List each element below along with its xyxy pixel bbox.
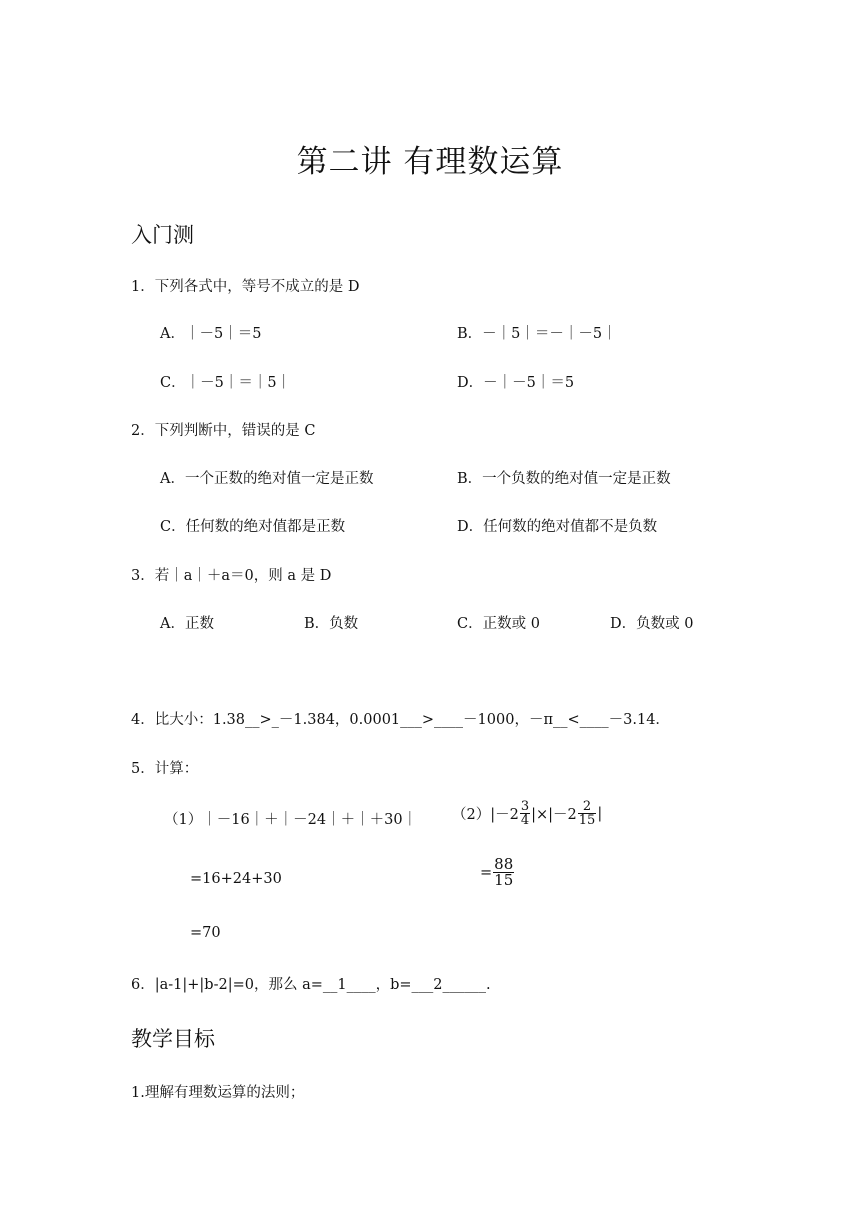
fraction-2-numerator: 2 bbox=[578, 800, 597, 814]
question-6-text: 6．|a-1|+|b-2|=0，那么 a=__1____，b=___2______. bbox=[131, 977, 491, 993]
question-2-stem: 2．下列判断中，错误的是 C bbox=[131, 423, 316, 439]
question-1-option-b: B．－｜5｜＝－｜－5｜ bbox=[457, 326, 617, 342]
question-3-option-a: A．正数 bbox=[160, 616, 214, 632]
question-4-text: 4．比大小：1.38__>_－1.384，0.0001___>____－1000，－π__<____－3.14． bbox=[131, 712, 670, 728]
question-5-stem: 5．计算： bbox=[131, 761, 199, 777]
question-3-option-b: B．负数 bbox=[304, 616, 359, 632]
question-1-option-a: A．｜－5｜＝5 bbox=[160, 326, 262, 342]
question-2-option-d: D．任何数的绝对值都不是负数 bbox=[457, 519, 658, 535]
teaching-goal-item-1: 1.理解有理数运算的法则； bbox=[131, 1085, 305, 1101]
part-2-suffix: | bbox=[597, 805, 603, 822]
question-1-stem: 1．下列各式中，等号不成立的是 D bbox=[131, 279, 360, 295]
question-2-option-a: A．一个正数的绝对值一定是正数 bbox=[160, 471, 374, 487]
part-2-prefix: （2）|－2 bbox=[452, 807, 519, 823]
answer-fraction bbox=[493, 857, 514, 888]
question-3-option-d: D．负数或 0 bbox=[610, 616, 694, 632]
question-5-part-1-expression: （1）｜－16｜＋｜－24｜＋｜＋30｜ bbox=[164, 812, 418, 828]
answer-denominator: 15 bbox=[494, 871, 514, 889]
fraction-2-denominator: 15 bbox=[578, 813, 596, 828]
question-5-part-1-step-1: =16+24+30 bbox=[190, 871, 282, 887]
fraction-1-numerator: 3 bbox=[520, 799, 530, 814]
answer-equals: = bbox=[480, 864, 493, 881]
question-2-option-b: B．一个负数的绝对值一定是正数 bbox=[457, 471, 671, 487]
question-5-part-2-answer bbox=[480, 857, 515, 888]
section-heading-teaching-goals: 教学目标 bbox=[131, 1027, 215, 1051]
question-3-stem: 3．若｜a｜＋a＝0，则 a 是 D bbox=[131, 568, 332, 584]
mixed-fraction-2 bbox=[578, 800, 597, 827]
question-1-option-d: D．－｜－5｜＝5 bbox=[457, 375, 575, 391]
question-2-option-c: C．任何数的绝对值都是正数 bbox=[160, 519, 346, 535]
mixed-fraction-1 bbox=[520, 800, 530, 827]
question-3-option-c: C．正数或 0 bbox=[457, 616, 540, 632]
answer-numerator: 88 bbox=[494, 855, 514, 873]
fraction-1-denominator: 4 bbox=[520, 813, 530, 828]
part-2-middle: |×|－2 bbox=[531, 807, 577, 823]
question-1-option-c: C．｜－5｜＝｜5｜ bbox=[160, 375, 292, 391]
page-title: 第二讲 有理数运算 bbox=[296, 144, 564, 180]
question-5-part-2-expression bbox=[452, 800, 602, 827]
section-heading-entry-test: 入门测 bbox=[131, 223, 194, 247]
question-5-part-1-step-2: =70 bbox=[190, 925, 221, 941]
